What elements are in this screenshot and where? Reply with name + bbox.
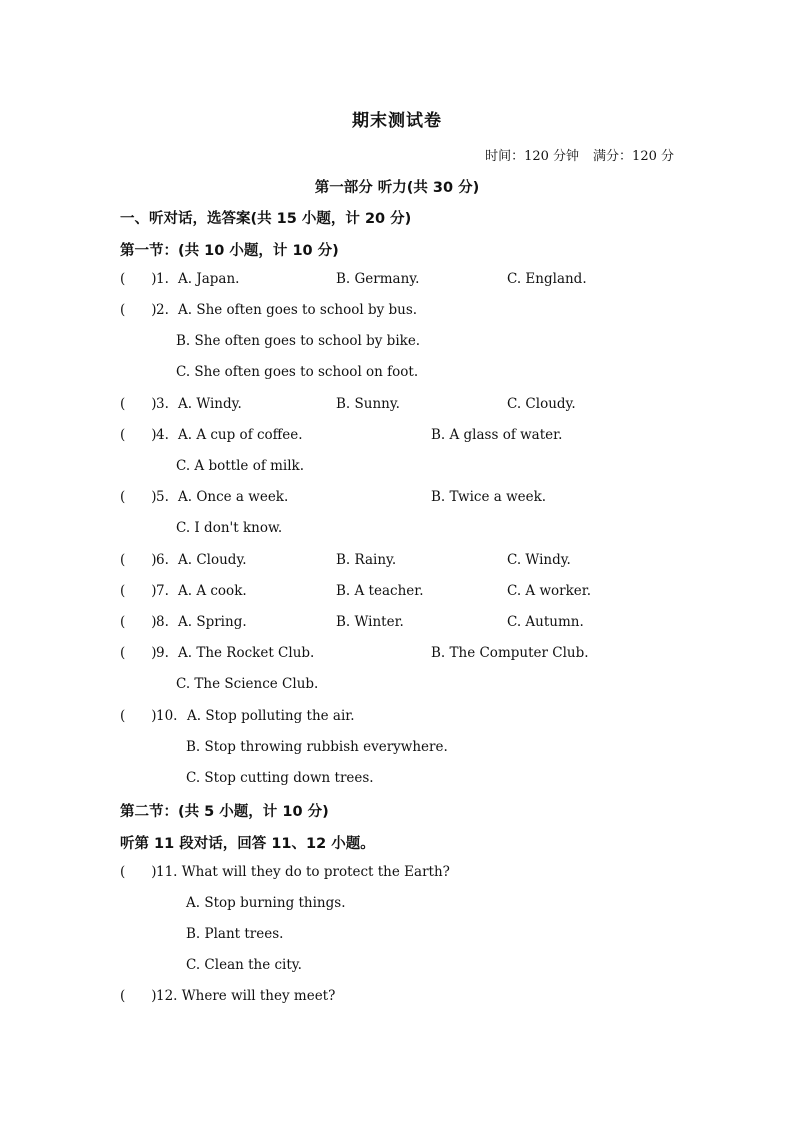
option-c: C. Autumn. [507,614,584,630]
question-12 [120,988,335,1004]
answer-blank[interactable]: ( ) [120,427,157,443]
option-a: A. The Rocket Club. [178,645,315,661]
question-number: 7. [156,583,169,599]
option-c: C. Windy. [507,552,571,568]
option-c: C. England. [507,271,587,287]
subsection-heading-2: 第二节：(共 5 小题，计 10 分) [120,804,329,820]
page-title: 期末测试卷 [352,111,442,131]
part-heading: 第一部分 听力(共 30 分) [314,180,480,196]
question-number: 5. [156,489,169,505]
section-heading: 一、听对话，选答案(共 15 小题，计 20 分) [120,211,412,227]
option-a: A. Spring. [178,614,247,630]
time-limit: 时间：120 分钟 [485,149,580,164]
subsection-heading-1: 第一节：(共 10 小题，计 10 分) [120,243,339,259]
question-6 [120,552,169,568]
answer-blank[interactable]: ( ) [120,614,157,630]
question-number: 3. [156,396,169,412]
question-number: 6. [156,552,169,568]
dialog-instruction: 听第 11 段对话，回答 11、12 小题。 [120,836,375,852]
option-a: A. Stop polluting the air. [187,708,355,724]
question-7 [120,583,169,599]
question-number: 2. [156,302,169,318]
answer-blank[interactable]: ( ) [120,645,157,661]
question-stem: What will they do to protect the Earth? [181,864,450,880]
option-c: C. A bottle of milk. [176,458,305,474]
question-5 [120,489,169,505]
option-a: A. A cup of coffee. [178,427,303,443]
answer-blank[interactable]: ( ) [120,302,157,318]
option-b: B. Winter. [336,614,404,630]
option-b: B. Rainy. [336,552,397,568]
question-number: 1. [156,271,169,287]
question-8 [120,614,169,630]
question-1 [120,271,169,287]
option-b: B. Stop throwing rubbish everywhere. [186,739,448,755]
exam-meta [485,145,674,164]
option-a: A. Once a week. [178,489,289,505]
question-number: 10. [156,708,178,724]
option-a: A. A cook. [178,583,247,599]
option-c: C. The Science Club. [176,676,319,692]
question-10 [120,708,177,724]
question-11 [120,864,450,880]
question-number: 8. [156,614,169,630]
option-b: B. She often goes to school by bike. [176,333,421,349]
option-c: C. She often goes to school on foot. [176,364,419,380]
option-b: B. Germany. [336,271,420,287]
question-9 [120,645,169,661]
question-3 [120,396,169,412]
option-c: C. Clean the city. [186,957,302,973]
option-c: C. A worker. [507,583,592,599]
option-b: B. Sunny. [336,396,400,412]
option-b: B. Twice a week. [431,489,547,505]
answer-blank[interactable]: ( ) [120,271,157,287]
answer-blank[interactable]: ( ) [120,864,157,880]
answer-blank[interactable]: ( ) [120,396,157,412]
option-a: A. Japan. [178,271,240,287]
question-2 [120,302,169,318]
option-c: C. Stop cutting down trees. [186,770,374,786]
option-c: C. Cloudy. [507,396,576,412]
question-number: 11. [156,864,178,880]
option-b: B. A glass of water. [431,427,563,443]
answer-blank[interactable]: ( ) [120,988,157,1004]
option-b: B. The Computer Club. [431,645,589,661]
option-c: C. I don't know. [176,520,283,536]
option-a: A. Windy. [178,396,242,412]
answer-blank[interactable]: ( ) [120,552,157,568]
option-a: A. She often goes to school by bus. [178,302,418,318]
question-number: 9. [156,645,169,661]
option-b: B. Plant trees. [186,926,284,942]
answer-blank[interactable]: ( ) [120,583,157,599]
question-number: 4. [156,427,169,443]
answer-blank[interactable]: ( ) [120,708,157,724]
question-stem: Where will they meet? [181,988,336,1004]
full-score: 满分：120 分 [593,149,674,164]
option-a: A. Stop burning things. [186,895,346,911]
answer-blank[interactable]: ( ) [120,489,157,505]
question-number: 12. [156,988,178,1004]
option-b: B. A teacher. [336,583,424,599]
question-4 [120,427,169,443]
option-a: A. Cloudy. [178,552,247,568]
